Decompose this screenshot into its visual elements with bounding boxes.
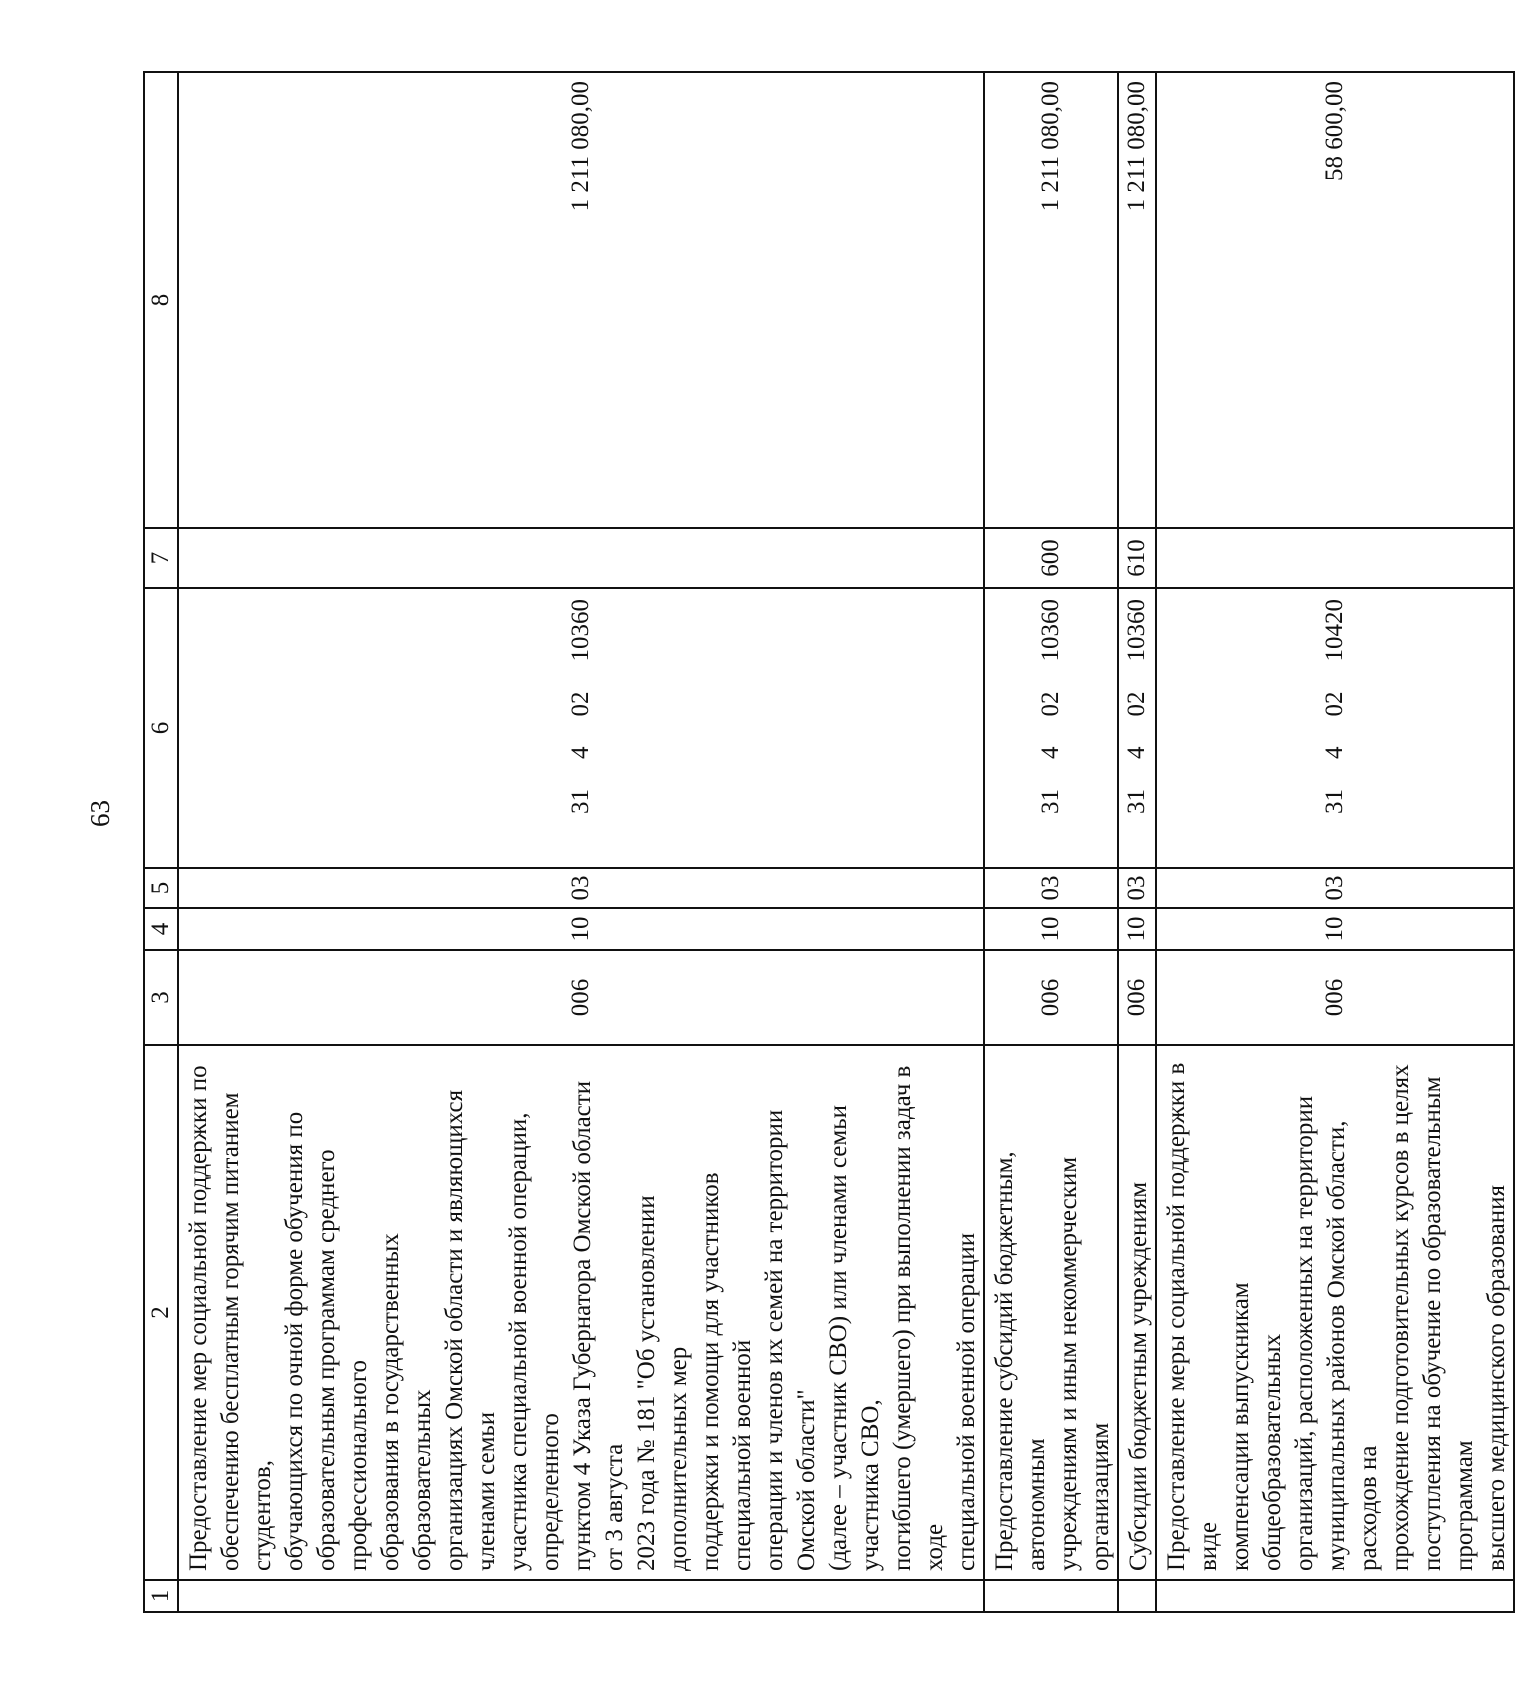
header-cell-2: 2 bbox=[144, 1045, 178, 1580]
table-row bbox=[984, 72, 1118, 1612]
direction-code: 10360 bbox=[1037, 599, 1064, 662]
direction-code: 10360 bbox=[567, 599, 594, 662]
header-cell-7: 7 bbox=[144, 528, 178, 588]
item-name: Предоставление мер социальной поддержки по обеспечению бесплатным горячим питанием студентов, обучающихся по очной форме обучения по образовательным программам среднего профессионального образования в государственных образовательных организациях Омской области и являющихся членами семьи участника специальной военной операции, определенного пунктом 4 Указа Губернатора Омской области от 3 августа 2023 года № 181 "Об установлении дополнительных мер поддержки и помощи для участников специальной военной операции и членов их семей на территории Омской области" (далее – участник СВО) или членами семьи участника СВО, погибшего (умершего) при выполнении задач в ходе специальной военной операции bbox=[185, 1065, 980, 1571]
section-code: 10 bbox=[1118, 908, 1156, 950]
item-name-cell bbox=[1118, 1045, 1156, 1580]
subsection-code: 03 bbox=[1156, 868, 1514, 908]
rotated-table-wrapper bbox=[143, 73, 1510, 1613]
subsection-code: 03 bbox=[178, 868, 984, 908]
header-cell-6: 6 bbox=[144, 588, 178, 868]
target-article-cell bbox=[1156, 588, 1514, 868]
amount: 58 600,00 bbox=[1156, 72, 1514, 528]
direction-code: 10420 bbox=[1321, 599, 1348, 662]
header-row bbox=[144, 72, 178, 1612]
subprogram-code: 4 bbox=[567, 746, 594, 759]
page-number: 63 bbox=[85, 800, 115, 827]
section-code: 10 bbox=[1156, 908, 1514, 950]
expense-type-code: 610 bbox=[1118, 528, 1156, 588]
item-name: Предоставление меры социальной поддержки в виде компенсации выпускникам общеобразовательных организаций, расположенных на территории муниципальных районов Омской области, расходов на прохождение подготовительных курсов в целях поступления на обучение по образовательным программам высшего медицинского образования bbox=[1163, 1062, 1510, 1571]
table-row bbox=[1118, 72, 1156, 1612]
section-code: 10 bbox=[178, 908, 984, 950]
subprogram-code: 4 bbox=[1123, 746, 1150, 759]
subsection-code: 03 bbox=[1118, 868, 1156, 908]
item-name-cell bbox=[1156, 1045, 1514, 1580]
event-code: 02 bbox=[1123, 691, 1150, 717]
program-code: 31 bbox=[1321, 789, 1348, 814]
item-name: Предоставление субсидий бюджетным, автономным учреждениям и иным некоммерческим организациям bbox=[991, 1151, 1114, 1571]
subprogram-code: 4 bbox=[1321, 746, 1348, 759]
event-code: 02 bbox=[1037, 691, 1064, 717]
target-article-cell bbox=[984, 588, 1118, 868]
direction-code: 10360 bbox=[1123, 599, 1150, 662]
section-code: 10 bbox=[984, 908, 1118, 950]
row-num-cell bbox=[1156, 1580, 1514, 1612]
header-cell-4: 4 bbox=[144, 908, 178, 950]
amount: 1 211 080,00 bbox=[1118, 72, 1156, 528]
item-name-cell bbox=[984, 1045, 1118, 1580]
program-code: 31 bbox=[567, 789, 594, 814]
subsection-code: 03 bbox=[984, 868, 1118, 908]
target-article-cell bbox=[1118, 588, 1156, 868]
ministry-code: 006 bbox=[1156, 950, 1514, 1045]
item-name: Субсидии бюджетным учреждениям bbox=[1125, 1181, 1152, 1571]
row-num-cell bbox=[1118, 1580, 1156, 1612]
header-cell-8: 8 bbox=[144, 72, 178, 528]
header-cell-1: 1 bbox=[144, 1580, 178, 1612]
expense-type-code bbox=[1156, 528, 1514, 588]
program-code: 31 bbox=[1037, 789, 1064, 814]
row-num-cell bbox=[984, 1580, 1118, 1612]
amount: 1 211 080,00 bbox=[984, 72, 1118, 528]
target-article-cell bbox=[178, 588, 984, 868]
expense-type-code bbox=[178, 528, 984, 588]
expense-type-code: 600 bbox=[984, 528, 1118, 588]
amount: 1 211 080,00 bbox=[178, 72, 984, 528]
budget-table bbox=[143, 71, 1515, 1613]
header-cell-5: 5 bbox=[144, 868, 178, 908]
table-row bbox=[1156, 72, 1514, 1612]
event-code: 02 bbox=[1321, 691, 1348, 717]
table-row bbox=[178, 72, 984, 1612]
ministry-code: 006 bbox=[984, 950, 1118, 1045]
event-code: 02 bbox=[567, 691, 594, 717]
ministry-code: 006 bbox=[1118, 950, 1156, 1045]
ministry-code: 006 bbox=[178, 950, 984, 1045]
subprogram-code: 4 bbox=[1037, 746, 1064, 759]
row-num-cell bbox=[178, 1580, 984, 1612]
header-cell-3: 3 bbox=[144, 950, 178, 1045]
item-name-cell bbox=[178, 1045, 984, 1580]
program-code: 31 bbox=[1123, 789, 1150, 814]
